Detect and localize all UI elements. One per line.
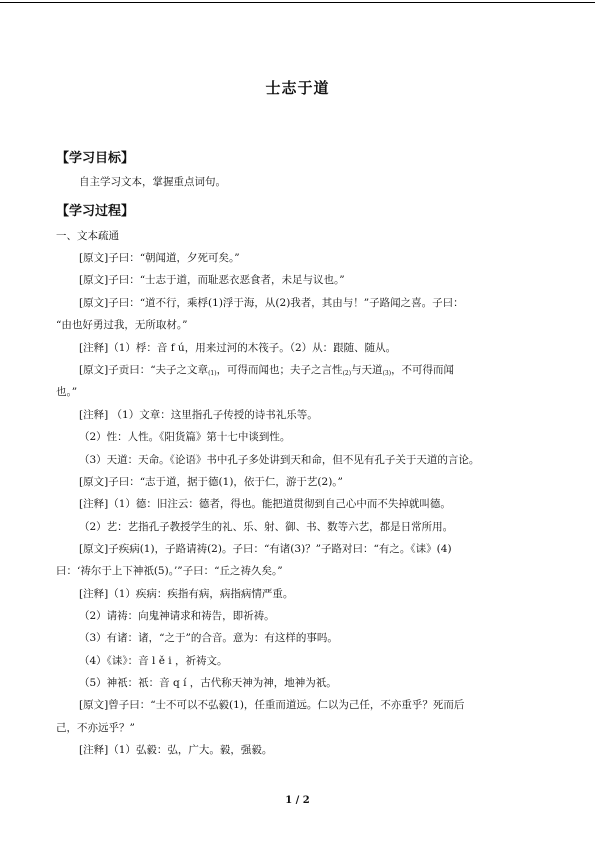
text-line: （2）请祷：向鬼神请求和祷告，即祈祷。 (79, 610, 275, 622)
page-number: 1 / 2 (285, 795, 310, 806)
text-line (79, 363, 454, 377)
text-line: （2）性：人性。《阳货篇》第十七中谈到性。 (79, 431, 291, 443)
text-line: 也。” (56, 386, 78, 398)
footnote-marker: (2) (342, 370, 352, 377)
section-heading-text-review: 一、文本疏通 (56, 230, 119, 242)
heading-learning-goals: 【学习目标】 (56, 151, 135, 166)
text-line: [注释]（1）弘毅：弘，广大。毅，强毅。 (79, 744, 273, 756)
text-line: （4）《诔》：音 l ě i ，祈祷文。 (79, 655, 228, 667)
text-line: 曰：‘祷尔于上下神祇(5)。’”子曰：“丘之祷久矣。” (56, 565, 283, 577)
footnote-marker: (1) (208, 370, 217, 377)
text-line: [原文]曾子曰：“士不可以不弘毅(1)，任重而道远。仁以为己任，不亦重乎？死而后 (79, 699, 465, 711)
text-line: 己，不亦远乎？” (56, 722, 135, 734)
text-segment: ，不可得而闻 (391, 364, 455, 376)
text-line: [注释] （1）文章：这里指孔子传授的诗书礼乐等。 (79, 409, 318, 421)
top-rule (0, 2, 595, 3)
text-line: [原文]子疾病(1)，子路请祷(2)。子曰：“有诸(3)？”子路对曰：“有之。《诔》(4) (79, 543, 452, 555)
text-line: [注释]（1）德：旧注云：德者，得也。能把道贯彻到自己心中而不失掉就叫德。 (79, 498, 451, 510)
text-line: （2）艺：艺指孔子教授学生的礼、乐、射、御、书、数等六艺，都是日常所用。 (79, 521, 454, 533)
text-line: [注释]（1）桴：音 f ú，用来过河的木筏子。（2）从：跟随、随从。 (79, 342, 397, 354)
goal-text: 自主学习文本，掌握重点词句。 (79, 176, 226, 188)
page-title: 士志于道 (265, 79, 330, 97)
text-line: （5）神祇：祇：音 q í ，古代称天神为神，地神为祇。 (79, 677, 337, 689)
text-line: [原文]子曰：“志于道，据于德(1)，依于仁，游于艺(2)。” (79, 476, 343, 488)
heading-learning-process: 【学习过程】 (56, 204, 135, 219)
footnote-marker: (3) (382, 370, 392, 377)
text-line: [注释]（1）疾病：疾指有病，病指病情严重。 (79, 588, 294, 600)
text-segment: [原文]子贡曰：“夫子之文章 (79, 364, 209, 376)
text-line: “由也好勇过我，无所取材。” (56, 319, 188, 331)
text-line: [原文]子曰：“士志于道，而耻恶衣恶食者，未足与议也。” (79, 274, 345, 286)
text-line: [原文]子曰：“道不行，乘桴(1)浮于海，从(2)我者，其由与！”子路闻之喜。子曰： (79, 297, 464, 309)
text-segment: ，可得而闻也；夫子之言性 (216, 364, 343, 376)
text-segment: 与天道 (351, 364, 383, 376)
text-line: （3）天道：天命。《论语》书中孔子多处讲到天和命，但不见有孔子关于天道的言论。 (79, 454, 480, 466)
text-line: [原文]子曰：“朝闻道，夕死可矣。” (79, 252, 240, 264)
text-line: （3）有诸：诸，“之于”的合音。意为：有这样的事吗。 (79, 632, 338, 644)
